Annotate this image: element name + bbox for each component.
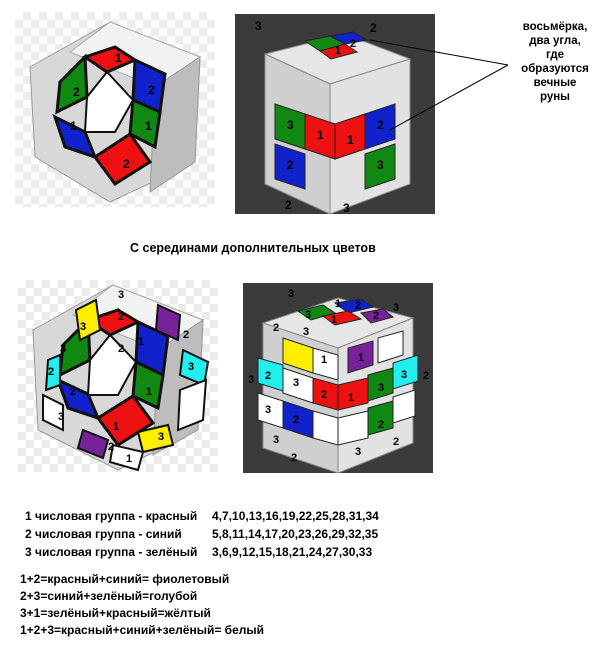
fig4-label: 3	[401, 369, 408, 381]
fig3-label: 3	[188, 361, 195, 373]
group-numbers: 3,6,9,12,15,18,21,24,27,30,33	[212, 545, 373, 559]
formula: 2+3=синий+зелёный=голубой	[20, 589, 198, 603]
fig3-label: 2	[183, 329, 190, 341]
fig3-label: 1	[138, 336, 145, 348]
fig2-label: 3	[255, 19, 262, 33]
fig3-label: 2	[70, 386, 77, 398]
fig3-label: 2	[48, 366, 55, 378]
fig4-label: 3	[303, 326, 310, 338]
fig2-label: 3	[343, 201, 350, 214]
fig1-label: 2	[148, 83, 155, 97]
fig2-label: 1	[317, 128, 324, 142]
fig2-label: 1	[347, 133, 354, 147]
group-label: 3 числовая группа - зелёный	[25, 545, 198, 559]
fig3-label: 3	[158, 431, 165, 443]
group-numbers: 5,8,11,14,17,20,23,26,29,32,35	[212, 527, 379, 541]
fig1-label: 2	[123, 157, 130, 171]
fig3-label: 2	[118, 311, 125, 323]
fig4-label: 1	[331, 314, 338, 326]
fig4-label: 3	[393, 302, 400, 314]
formula: 1+2+3=красный+синий+зелёный= белый	[20, 623, 264, 637]
fig3-label: 2	[118, 343, 125, 355]
fig2-label: 2	[287, 158, 294, 172]
fig3-label: 3	[60, 343, 67, 355]
figure-1-cube-ring	[15, 12, 215, 207]
fig1-label: 1	[145, 119, 152, 133]
fig2-label: 2	[350, 38, 357, 50]
fig4-label: 1	[335, 298, 342, 310]
fig2-label: 2	[370, 21, 377, 35]
fig4-label: 3	[265, 404, 272, 416]
note-line: руны	[539, 91, 571, 103]
fig2-label: 3	[377, 158, 384, 172]
fig4-label: 1	[358, 352, 365, 364]
pointer-lines	[370, 35, 510, 135]
fig3-label: 3	[80, 321, 87, 333]
figure-4-cube	[243, 283, 433, 473]
fig4-label: 2	[393, 436, 400, 448]
figure-3-svg	[18, 280, 218, 472]
formula: 1+2=красный+синий= фиолетовый	[20, 572, 230, 586]
note-line: два угла,	[529, 35, 581, 47]
fig4-label: 2	[373, 310, 380, 322]
note-line: образуются	[521, 63, 589, 75]
subtitle: С серединами дополнительных цветов	[130, 241, 376, 255]
fig2-label: 1	[335, 45, 342, 57]
fig4-label: 3	[305, 309, 312, 321]
fig2-label: 2	[377, 118, 384, 132]
fig4-label: 3	[248, 374, 255, 386]
note-line: восьмёрка,	[522, 21, 588, 33]
fig4-label: 2	[423, 370, 430, 382]
figure-4-svg	[243, 283, 433, 473]
group-label: 1 числовая группа - красный	[25, 509, 198, 523]
fig1-label: 1	[115, 51, 122, 65]
fig4-label: 3	[293, 377, 300, 389]
fig4-label: 2	[291, 452, 298, 464]
fig1-label: 2	[73, 85, 80, 99]
fig4-label: 1	[348, 392, 355, 404]
group-label: 2 числовая группа - синий	[25, 527, 182, 541]
fig4-label: 3	[378, 382, 385, 394]
fig4-label: 2	[321, 389, 328, 401]
note-line: вечные	[533, 77, 577, 89]
figure-2-note	[505, 20, 605, 104]
fig3-label: 3	[118, 289, 125, 301]
formula: 3+1=зелёный+красный=жёлтый	[20, 606, 211, 620]
fig2-label: 2	[285, 198, 292, 212]
fig4-label: 2	[378, 419, 385, 431]
fig4-label: 2	[265, 370, 272, 382]
fig4-label: 2	[273, 322, 280, 334]
fig3-label: 3	[58, 411, 65, 423]
fig3-label: 1	[113, 421, 120, 433]
fig4-label: 3	[355, 446, 362, 458]
fig4-label: 3	[273, 434, 280, 446]
fig4-label: 3	[288, 288, 295, 300]
fig4-label: 2	[293, 414, 300, 426]
fig1-label: 1	[70, 119, 77, 133]
figure-1-svg	[15, 12, 215, 207]
fig3-label: 1	[146, 386, 153, 398]
group-numbers: 4,7,10,13,16,19,22,25,28,31,34	[212, 509, 379, 523]
fig4-label: 1	[321, 354, 328, 366]
figure-3-cube-ring	[18, 280, 218, 472]
fig3-label: 1	[126, 453, 133, 465]
fig3-label: 2	[108, 441, 115, 453]
note-line: где	[545, 49, 565, 61]
fig4-label: 2	[355, 300, 362, 312]
fig2-label: 3	[287, 118, 294, 132]
